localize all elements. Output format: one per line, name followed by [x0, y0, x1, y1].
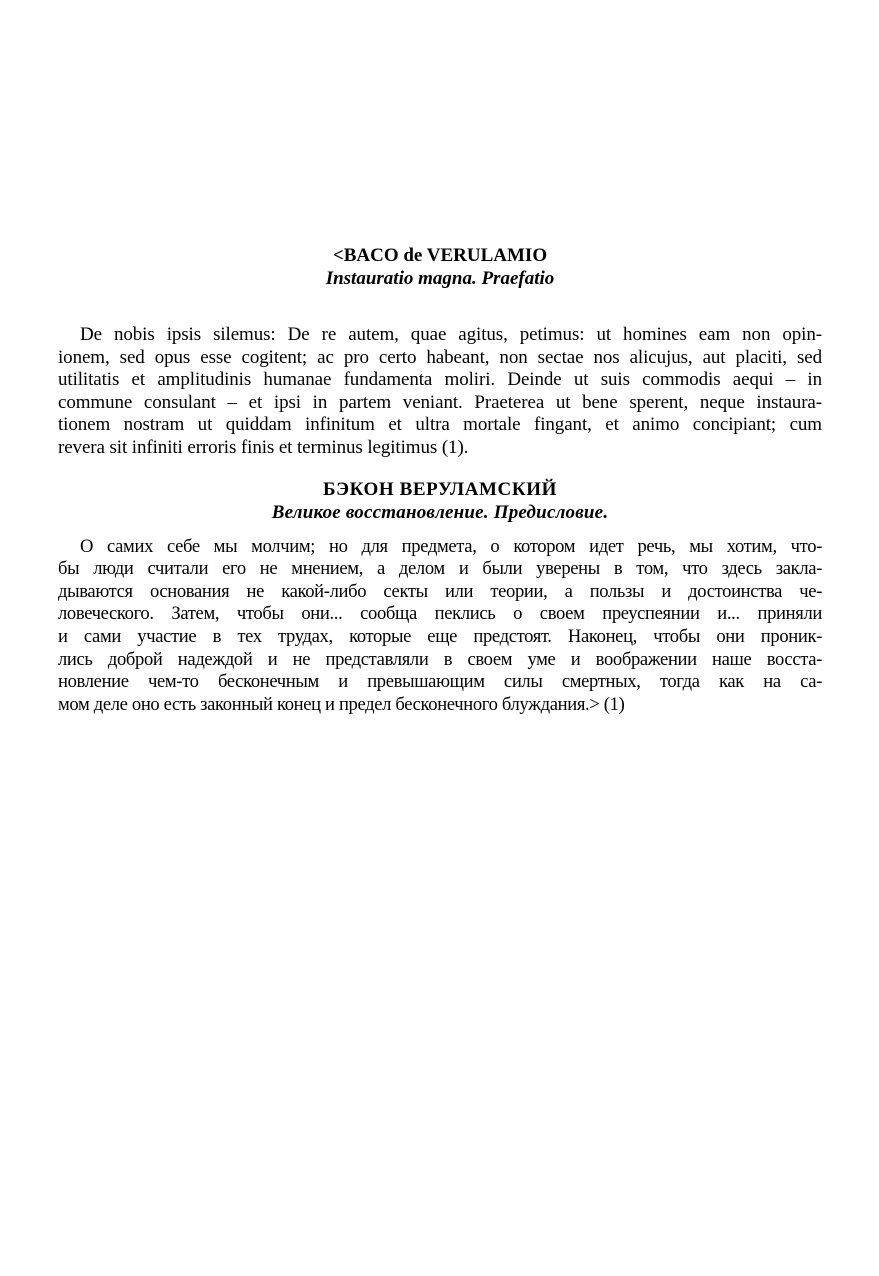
russian-heading: БЭКОН ВЕРУЛАМСКИЙ [322, 478, 558, 500]
latin-line: De nobis ipsis silemus: De re autem, quae agitus, petimus: ut homines eam non opin- [80, 324, 822, 345]
latin-heading: <BACO de VERULAMIO [332, 245, 548, 266]
russian-line: лись доброй надеждой и не представляли в своем уме и воображении наше восста- [58, 648, 822, 670]
russian-section [58, 478, 822, 717]
russian-line: и сами участие в тех трудах, которые еще предстоят. Наконец, чтобы они проник- [58, 625, 822, 647]
latin-paragraph [58, 324, 822, 460]
russian-line: мом деле оно есть законный конец и предел бесконечного блуждания.> (1) [58, 693, 625, 715]
russian-line: О самих себе мы молчим; но для предмета, о котором идет речь, мы хотим, что- [80, 535, 822, 557]
latin-line: commune consulant – et ipsi in partem veniant. Praeterea ut bene sperent, neque instaura- [58, 391, 822, 413]
latin-line: ionem, sed opus esse cogitent; ac pro certo habeant, non sectae nos alicujus, aut placiti, sed [58, 346, 822, 368]
latin-line: tionem nostram ut quiddam infinitum et ultra mortale fingant, et animo concipiant; cum [58, 414, 822, 436]
russian-line: ловеческого. Затем, чтобы они... сообща пеклись о своем преуспеянии и... приняли [58, 603, 822, 625]
latin-line: utilitatis et amplitudinis humanae fundamenta moliri. Deinde ut suis commodis aequi – in [58, 369, 822, 391]
russian-subheading: Великое восстановление. Предисловие. [271, 501, 609, 523]
latin-subheading: Instauratio magna. Praefatio [325, 268, 555, 289]
russian-line: бы люди считали его не мнением, а делом и были уверены в том, что здесь закла- [58, 558, 822, 580]
latin-line: revera sit infiniti erroris finis et terminus legitimus (1). [58, 436, 469, 458]
document-page [58, 244, 822, 716]
russian-line: новление чем-то бесконечным и превышающим силы смертных, тогда как на са- [58, 671, 822, 693]
russian-paragraph [58, 536, 822, 717]
latin-section [58, 244, 822, 460]
russian-line: дываются основания не какой-либо секты или теории, а пользы и достоинства че- [58, 580, 822, 602]
